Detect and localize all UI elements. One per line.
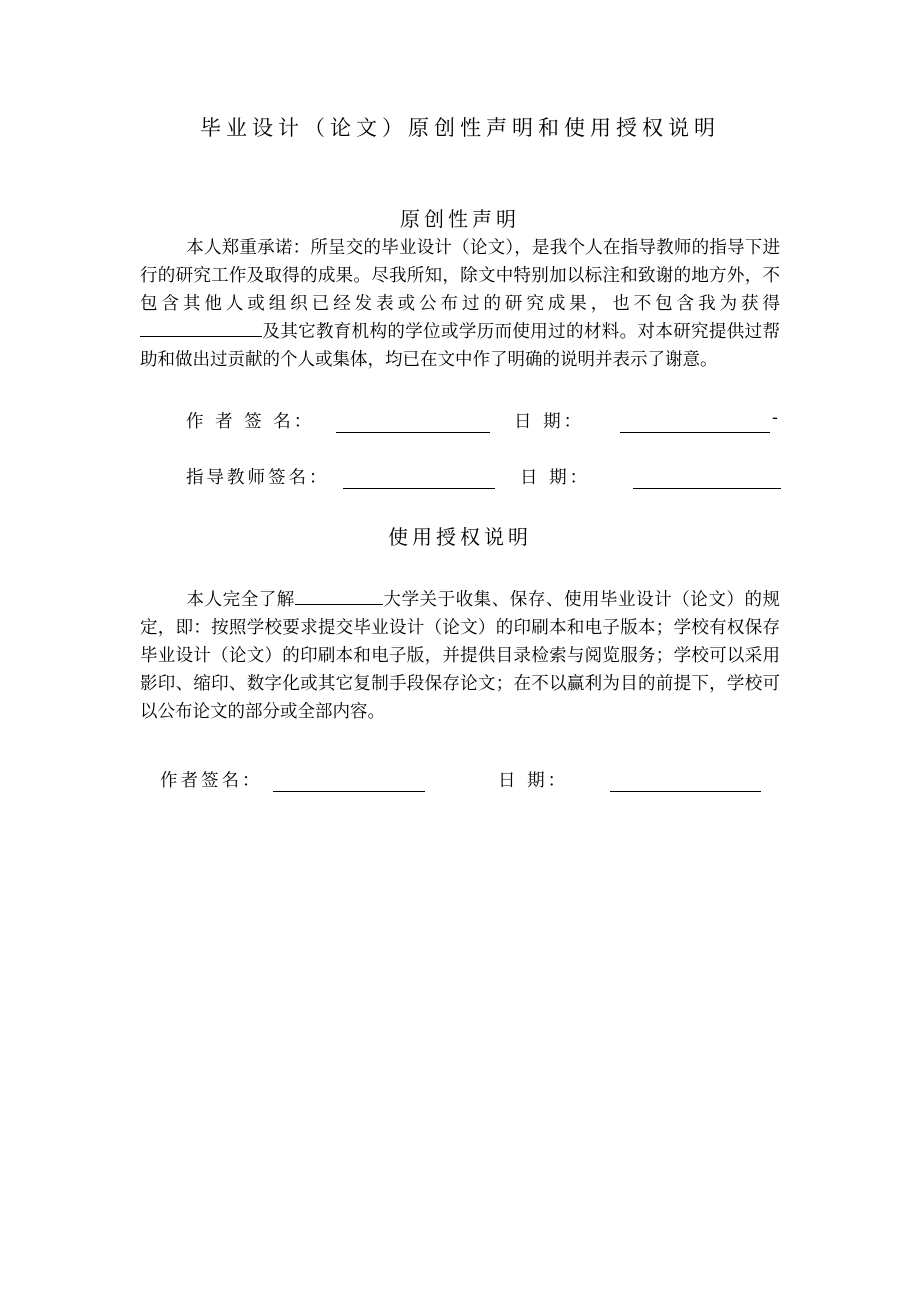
originality-text-1: 本人郑重承诺：所呈交的毕业设计（论文），是我个人在指导教师的指导下进行的研究工作及取得的成果。尽我所知，除文中特别加以标注和致谢的地方外，不包含其他人或组织已经发表或公布过的研究成果，也不包含我为获得: [140, 238, 780, 314]
originality-paragraph: [140, 234, 780, 374]
advisor-sign-label: 指导教师签名：: [186, 468, 330, 488]
authorization-text-1: 本人完全了解: [186, 590, 295, 610]
author-sign-line[interactable]: [336, 432, 490, 433]
auth-date-line[interactable]: [610, 791, 761, 792]
author-sign-label: 作 者 签 名：: [186, 412, 315, 432]
author-date-line[interactable]: [620, 432, 770, 433]
auth-author-sign-line[interactable]: [273, 791, 425, 792]
authorization-text-2: 大学关于收集、保存、使用毕业设计（论文）的规定，即：按照学校要求提交毕业设计（论文）的印刷本和电子版本；学校有权保存毕业设计（论文）的印刷本和电子版，并提供目录检索与阅览服务；学校可以采用影印、缩印、数字化或其它复制手段保存论文；在不以赢利为目的前提下，学校可以公布论文的部分或全部内容。: [140, 590, 781, 722]
university-blank: [295, 587, 383, 606]
trailing-mark: -: [772, 408, 781, 428]
author-date-label: 日 期：: [514, 412, 585, 432]
degree-blank: [140, 319, 262, 338]
authorization-heading: 使用授权说明: [388, 525, 532, 549]
authorization-paragraph: [140, 586, 780, 726]
originality-heading: 原创性声明: [400, 207, 520, 231]
advisor-date-label: 日 期：: [520, 468, 591, 488]
page-title: 毕业设计（论文）原创性声明和使用授权说明: [200, 116, 720, 140]
auth-date-label: 日 期：: [498, 771, 569, 791]
advisor-date-line[interactable]: [633, 488, 781, 489]
auth-author-sign-label: 作者签名：: [160, 771, 263, 791]
originality-text-2: 及其它教育机构的学位或学历而使用过的材料。对本研究提供过帮助和做出过贡献的个人或集体，均已在文中作了明确的说明并表示了谢意。: [140, 322, 780, 370]
advisor-sign-line[interactable]: [343, 488, 495, 489]
